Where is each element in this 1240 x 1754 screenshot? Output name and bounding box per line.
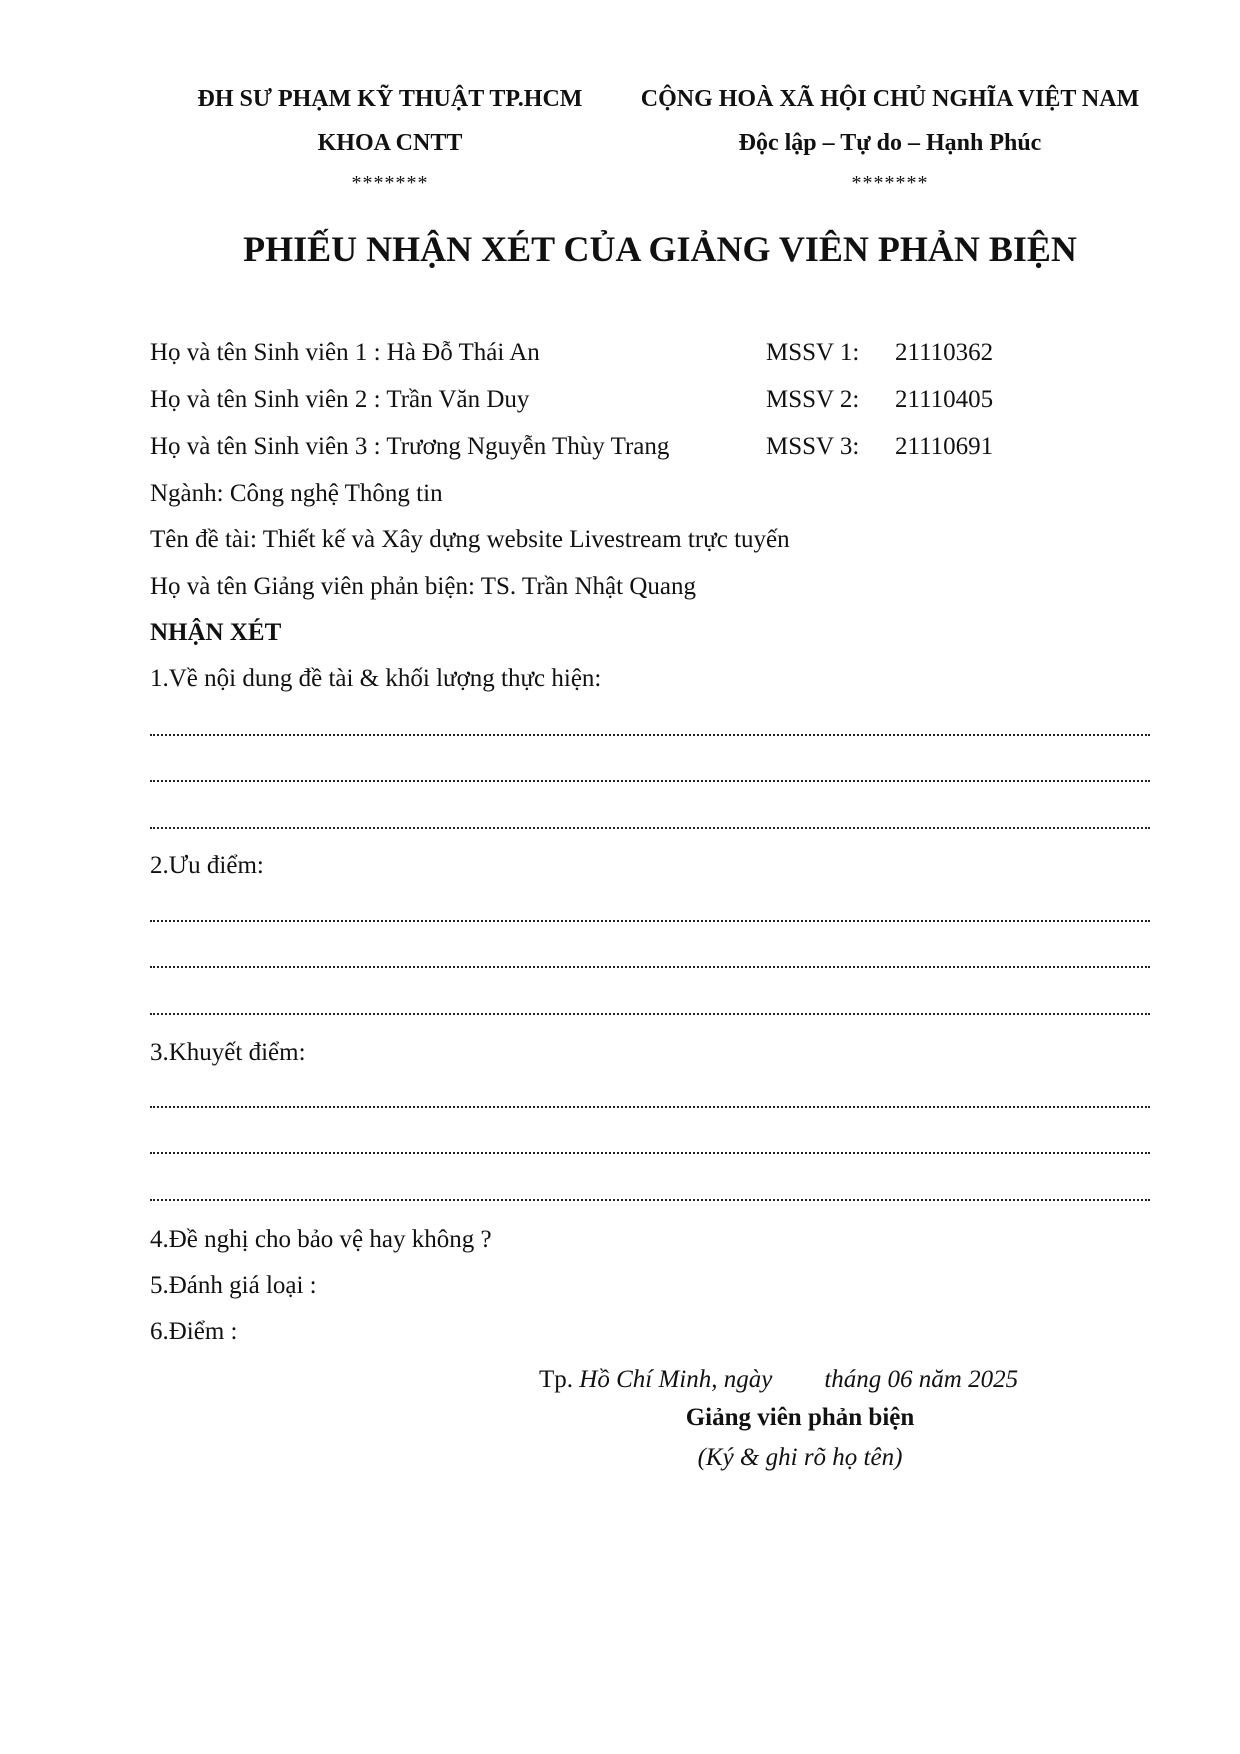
section-grade-label: 5.Đánh giá loại : bbox=[150, 1272, 317, 1299]
country-name: CỘNG HOÀ XÃ HỘI CHỦ NGHĨA VIỆT NAM bbox=[640, 86, 1140, 112]
section-score-label: 6.Điểm : bbox=[150, 1318, 238, 1345]
faculty-name: KHOA CNTT bbox=[317, 130, 463, 156]
place-prefix: Tp. bbox=[539, 1366, 580, 1393]
student-2-name: Họ và tên Sinh viên 2 : Trần Văn Duy bbox=[150, 386, 530, 413]
student-1-id: 21110362 bbox=[895, 339, 994, 366]
signer-role: Giảng viên phản biện bbox=[685, 1404, 915, 1431]
national-motto: Độc lập – Tự do – Hạnh Phúc bbox=[738, 130, 1042, 156]
student-2-id: 21110405 bbox=[895, 386, 994, 413]
university-name: ĐH SƯ PHẠM KỸ THUẬT TP.HCM bbox=[197, 86, 583, 112]
section-weaknesses-label: 3.Khuyết điểm: bbox=[150, 1039, 306, 1066]
section-defense-label: 4.Đề nghị cho bảo vệ hay không ? bbox=[150, 1226, 492, 1253]
document-title: PHIẾU NHẬN XÉT CỦA GIẢNG VIÊN PHẢN BIỆN bbox=[243, 229, 1077, 269]
student-1-name: Họ và tên Sinh viên 1 : Hà Đỗ Thái An bbox=[150, 339, 540, 366]
topic-line: Tên đề tài: Thiết kế và Xây dựng website Livestream trực tuyến bbox=[150, 526, 790, 553]
month-year: tháng 06 năm 2025 bbox=[824, 1366, 1019, 1393]
dotted-line[interactable] bbox=[150, 827, 1150, 829]
dotted-line[interactable] bbox=[150, 1199, 1150, 1201]
section-strengths-label: 2.Ưu điểm: bbox=[150, 852, 264, 879]
comments-heading: NHẬN XÉT bbox=[150, 619, 282, 646]
student-2-id-label: MSSV 2: bbox=[766, 386, 860, 413]
student-1-id-label: MSSV 1: bbox=[766, 339, 860, 366]
signature-note: (Ký & ghi rõ họ tên) bbox=[697, 1444, 903, 1471]
reviewer-line: Họ và tên Giảng viên phản biện: TS. Trần Nhật Quang bbox=[150, 573, 696, 600]
left-stars: ******* bbox=[351, 172, 429, 194]
dotted-line[interactable] bbox=[150, 966, 1150, 968]
student-3-id-label: MSSV 3: bbox=[766, 433, 860, 460]
student-3-id: 21110691 bbox=[895, 433, 994, 460]
dotted-line[interactable] bbox=[150, 780, 1150, 782]
major-line: Ngành: Công nghệ Thông tin bbox=[150, 480, 443, 507]
dotted-line[interactable] bbox=[150, 734, 1150, 736]
section-content-label: 1.Về nội dung đề tài & khối lượng thực hiện: bbox=[150, 665, 602, 692]
dotted-line[interactable] bbox=[150, 1106, 1150, 1108]
right-stars: ******* bbox=[851, 172, 929, 194]
dotted-line[interactable] bbox=[150, 1013, 1150, 1015]
dotted-line[interactable] bbox=[150, 1152, 1150, 1154]
place-date: Hồ Chí Minh, ngày bbox=[579, 1366, 773, 1393]
dotted-line[interactable] bbox=[150, 920, 1150, 922]
student-3-name: Họ và tên Sinh viên 3 : Trương Nguyễn Thùy Trang bbox=[150, 433, 670, 460]
place-date-line bbox=[539, 1366, 1018, 1394]
